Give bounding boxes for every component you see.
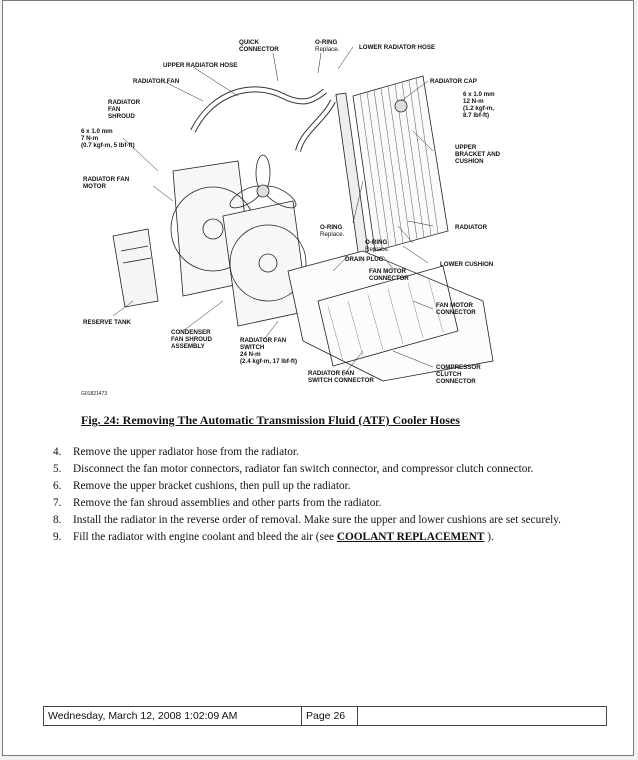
label-radiator-cap: RADIATOR CAP bbox=[430, 78, 477, 85]
label-torque-cap: 6 x 1.0 mm bbox=[463, 91, 495, 98]
label-fan-switch-connector-2: SWITCH CONNECTOR bbox=[308, 377, 374, 384]
label-fan-motor: RADIATOR FAN bbox=[83, 176, 130, 183]
label-radiator: RADIATOR bbox=[455, 224, 488, 231]
document-page bbox=[2, 0, 634, 756]
step-number: 4. bbox=[53, 446, 62, 458]
step-text: Disconnect the fan motor connectors, radiator fan switch connector, and compressor clutch connector. bbox=[73, 463, 534, 475]
label-fan-motor-connector-1b: CONNECTOR bbox=[369, 275, 409, 282]
label-compressor-3: CONNECTOR bbox=[436, 378, 476, 385]
footer-blank bbox=[358, 707, 606, 725]
procedure-steps bbox=[37, 445, 597, 547]
list-item bbox=[37, 530, 597, 545]
label-fan-shroud-2: FAN bbox=[108, 106, 121, 113]
list-item bbox=[37, 445, 597, 460]
label-fan-switch-4: (2.4 kgf-m, 17 lbf-ft) bbox=[240, 358, 298, 365]
label-torque-cap-4: 8.7 lbf-ft) bbox=[463, 112, 490, 119]
label-upper-radiator-hose: UPPER RADIATOR HOSE bbox=[163, 62, 238, 69]
label-fan-switch-2: SWITCH bbox=[240, 344, 265, 351]
label-o-ring-mid1: O-RING bbox=[320, 224, 343, 231]
footer-timestamp: Wednesday, March 12, 2008 1:02:09 AM bbox=[44, 707, 302, 725]
label-fan-switch-connector: RADIATOR FAN bbox=[308, 370, 355, 377]
label-torque-shroud: 6 x 1.0 mm bbox=[81, 128, 113, 135]
label-fan-motor-connector-1: FAN MOTOR bbox=[369, 268, 407, 275]
footer-page-number: Page 26 bbox=[302, 707, 358, 725]
label-lower-cushion: LOWER CUSHION bbox=[440, 261, 494, 268]
label-upper-bracket-2: BRACKET AND bbox=[455, 151, 501, 158]
label-quick-connector: QUICK bbox=[239, 39, 259, 46]
label-torque-cap-2: 12 N-m bbox=[463, 98, 484, 105]
label-condenser-2: FAN SHROUD bbox=[171, 336, 212, 343]
step-text: Remove the fan shroud assemblies and other parts from the radiator. bbox=[73, 497, 382, 509]
label-fan-motor-connector-2: FAN MOTOR bbox=[436, 302, 474, 309]
label-o-ring-mid1-2: Replace. bbox=[320, 231, 345, 238]
list-item bbox=[37, 496, 597, 511]
label-o-ring-mid2-2: Replace. bbox=[365, 246, 390, 253]
label-fan-motor-2: MOTOR bbox=[83, 183, 106, 190]
list-item bbox=[37, 513, 597, 528]
label-torque-cap-3: (1.2 kgf-m, bbox=[463, 105, 494, 112]
label-fan-switch-3: 24 N-m bbox=[240, 351, 261, 358]
label-upper-bracket-3: CUSHION bbox=[455, 158, 484, 165]
label-fan-shroud-3: SHROUD bbox=[108, 113, 135, 120]
step-number: 7. bbox=[53, 497, 62, 509]
label-lower-radiator-hose: LOWER RADIATOR HOSE bbox=[359, 44, 436, 51]
step-text-after: ). bbox=[484, 531, 494, 543]
page-footer bbox=[43, 706, 607, 726]
label-drain-plug: DRAIN PLUG bbox=[345, 256, 384, 263]
label-torque-shroud-3: (0.7 kgf-m, 5 lbf-ft) bbox=[81, 142, 135, 149]
radiator-diagram bbox=[63, 1, 533, 401]
label-o-ring-mid2: O-RING bbox=[365, 239, 388, 246]
list-item bbox=[37, 479, 597, 494]
label-fan-switch: RADIATOR FAN bbox=[240, 337, 287, 344]
label-radiator-fan: RADIATOR FAN bbox=[133, 78, 180, 85]
step-number: 9. bbox=[53, 531, 62, 543]
label-o-ring-top: O-RING bbox=[315, 39, 338, 46]
label-quick-connector-2: CONNECTOR bbox=[239, 46, 279, 53]
label-compressor: COMPRESSOR bbox=[436, 364, 481, 371]
label-reserve-tank: RESERVE TANK bbox=[83, 319, 131, 326]
label-fan-shroud: RADIATOR bbox=[108, 99, 141, 106]
list-item bbox=[37, 462, 597, 477]
step-text: Remove the upper radiator hose from the radiator. bbox=[73, 446, 299, 458]
label-o-ring-top-2: Replace. bbox=[315, 46, 340, 53]
step-number: 5. bbox=[53, 463, 62, 475]
label-fan-motor-connector-2b: CONNECTOR bbox=[436, 309, 476, 316]
step-number: 6. bbox=[53, 480, 62, 492]
label-condenser-3: ASSEMBLY bbox=[171, 343, 205, 350]
step-number: 8. bbox=[53, 514, 62, 526]
label-compressor-2: CLUTCH bbox=[436, 371, 462, 378]
radiator-exploded-view bbox=[63, 1, 533, 401]
label-upper-bracket: UPPER bbox=[455, 144, 477, 151]
step-text-before: Fill the radiator with engine coolant and bleed the air (see bbox=[73, 531, 337, 543]
label-figure-code: G01821473 bbox=[81, 391, 108, 397]
figure-caption: Fig. 24: Removing The Automatic Transmission Fluid (ATF) Cooler Hoses bbox=[81, 413, 460, 427]
step-text: Remove the upper bracket cushions, then pull up the radiator. bbox=[73, 480, 351, 492]
label-torque-shroud-2: 7 N-m bbox=[81, 135, 99, 142]
coolant-replacement-link[interactable]: COOLANT REPLACEMENT bbox=[336, 531, 485, 543]
step-text: Install the radiator in the reverse order of removal. Make sure the upper and lower cushions are set securely. bbox=[73, 514, 561, 526]
label-condenser: CONDENSER bbox=[171, 329, 211, 336]
